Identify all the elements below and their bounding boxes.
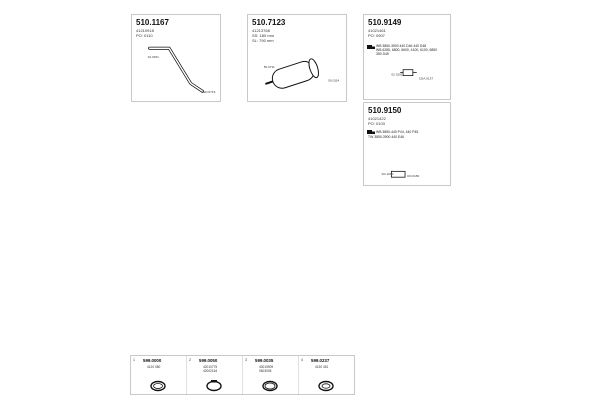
part-label: 10.0151 [147,55,159,59]
clamp-icon [149,380,167,392]
oem-number: 41021422 [368,116,386,121]
truck-icon [367,45,375,50]
clamp-oem: 4120 080 [147,365,161,369]
item-index: 4 [301,358,303,362]
part-label: D4 1000 [381,172,394,177]
oem-number: 41210918 [136,28,154,33]
part-label: 50.0114 [328,78,340,83]
clamp-number: 599.0237 [311,358,330,363]
clamp-number: 599.0000 [143,358,162,363]
vehicle-note: TW 3850-3900 440 E46 [368,135,405,139]
oem-number: 41213768 [252,28,270,33]
part-card-510-9149[interactable] [363,14,451,100]
part-label: CD.0150 [407,174,420,179]
part-info: PO: 0110 [136,33,153,38]
clamp-item[interactable] [187,356,243,394]
item-index: 1 [133,358,135,362]
part-info: SS: 180 mm [252,33,275,38]
clamp-oem: 0603005 [259,369,272,373]
part-card-510-9150[interactable] [363,102,451,186]
clamp-accessories-strip [130,355,355,395]
item-index: 3 [245,358,247,362]
part-number: 510.9150 [368,106,402,115]
part-number: 510.9149 [368,18,402,27]
clamp-oem: 43015909 [259,365,274,369]
vehicle-note: WB 3850-440 P44, 440 P45 [376,130,419,134]
clamp-item[interactable] [299,356,355,394]
clamp-item[interactable] [131,356,187,394]
part-info: SL: 790 mm [252,38,274,43]
clamp-icon [317,380,335,392]
clamp-oem: 42010775 [203,365,218,369]
part-number: 510.7123 [252,18,286,27]
clamp-oem: 42002164 [203,369,218,373]
vehicle-note: 350 D45 [376,52,389,56]
part-label: CDA.0137 [418,76,434,81]
part-info: PO: 0907 [368,33,385,38]
vehicle-note: WB 6285, 6800, 6600, 4100, 6100, 6850 [376,48,438,52]
clamp-oem: 4130 451 [315,365,329,369]
part-label: SID.0715 [202,90,216,95]
clamp-icon [205,380,223,392]
item-index: 2 [189,358,191,362]
oem-number: 41021461 [368,28,386,33]
part-label: 50.0711 [263,64,275,69]
clamp-icon [261,380,279,392]
part-card-510-7123[interactable] [247,14,347,102]
part-number: 510.1167 [136,18,169,27]
vehicle-note: WB 3850-3900 440 D46 440 D48 [376,44,427,48]
part-card-510-1167[interactable] [131,14,221,102]
part-label: 02 0151 [391,72,403,77]
part-info: PO: 0103 [368,121,385,126]
clamp-item[interactable] [243,356,299,394]
clamp-number: 599.0050 [199,358,218,363]
clamp-number: 599.0035 [255,358,274,363]
